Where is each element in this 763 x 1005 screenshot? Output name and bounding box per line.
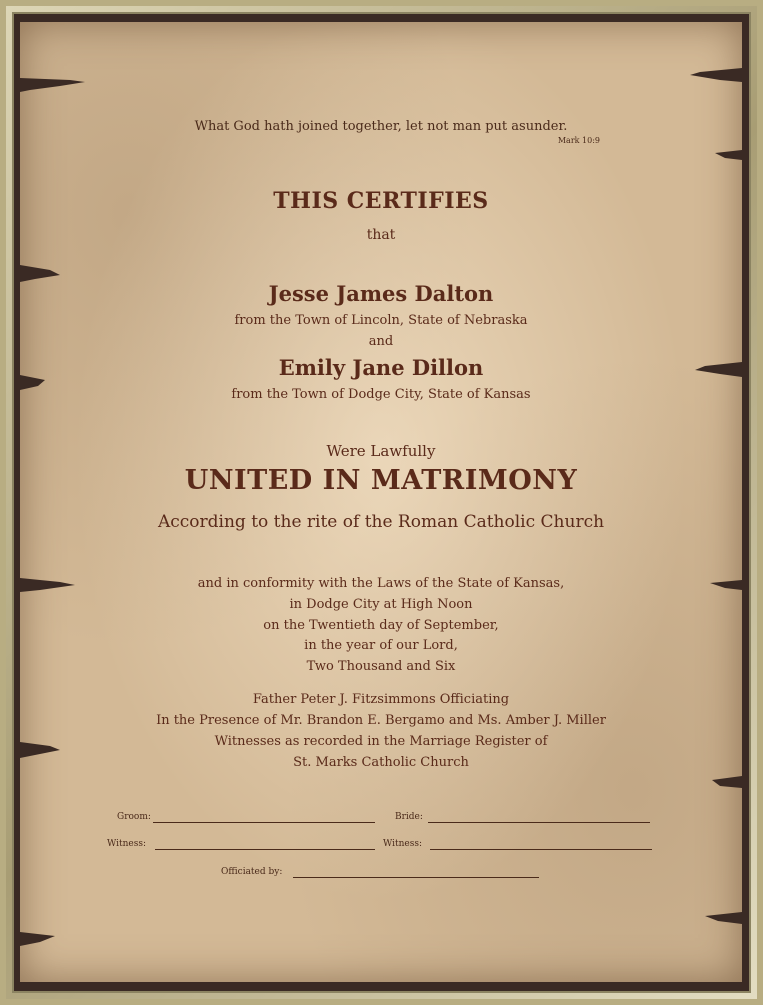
bride-signature-label: Bride: <box>395 812 423 822</box>
bride-signature-line[interactable] <box>428 822 650 823</box>
groom-origin: from the Town of Lincoln, State of Nebraska <box>234 313 528 328</box>
detail-line: on the Twentieth day of September, <box>263 618 499 633</box>
scripture-reference: Mark 10:9 <box>557 136 600 145</box>
united-heading: UNITED IN MATRIMONY <box>184 465 578 496</box>
detail-line: Two Thousand and Six <box>306 659 456 674</box>
certificate-heading: THIS CERTIFIES <box>273 188 489 214</box>
officiated-by-signature-line[interactable] <box>293 877 539 878</box>
groom-signature-line[interactable] <box>153 822 375 823</box>
groom-name: Jesse James Dalton <box>268 281 494 306</box>
bride-origin: from the Town of Dodge City, State of Kansas <box>231 387 531 402</box>
witness2-signature-line[interactable] <box>430 849 652 850</box>
parchment-background <box>20 22 742 982</box>
rite-text: According to the rite of the Roman Catholic Church <box>157 512 605 532</box>
detail-line: and in conformity with the Laws of the State of Kansas, <box>197 576 565 591</box>
detail-line: in the year of our Lord, <box>304 638 458 653</box>
officiant-line: Father Peter J. Fitzsimmons Officiating <box>252 692 510 707</box>
presence-line: In the Presence of Mr. Brandon E. Bergamo and Ms. Amber J. Miller <box>156 713 606 728</box>
scripture-quote: What God hath joined together, let not man put asunder. <box>194 119 568 134</box>
bride-name: Emily Jane Dillon <box>278 355 484 380</box>
church-line: St. Marks Catholic Church <box>293 755 469 770</box>
witness1-signature-line[interactable] <box>155 849 375 850</box>
groom-signature-label: Groom: <box>117 812 151 822</box>
lawfully-text: Were Lawfully <box>326 442 436 460</box>
that-text: that <box>366 227 396 243</box>
and-text: and <box>368 334 394 349</box>
witness2-signature-label: Witness: <box>383 839 422 849</box>
officiated-by-label: Officiated by: <box>221 867 283 877</box>
witness1-signature-label: Witness: <box>107 839 146 849</box>
detail-line: in Dodge City at High Noon <box>289 597 473 612</box>
register-line: Witnesses as recorded in the Marriage Register of <box>214 734 548 749</box>
